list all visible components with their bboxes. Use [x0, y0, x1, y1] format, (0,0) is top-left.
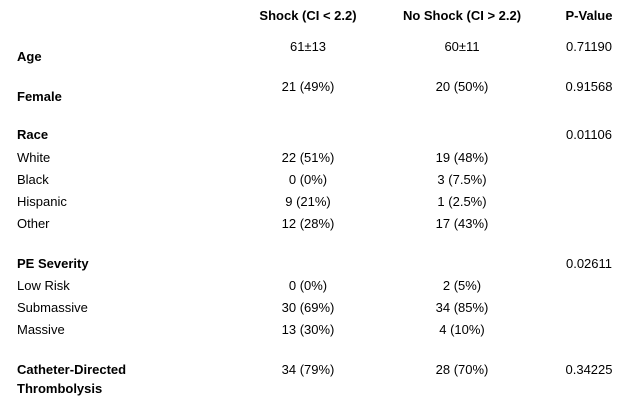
- cell-cdt-p: 0.34225: [565, 362, 613, 377]
- section-label-race: Race: [17, 127, 49, 142]
- cell-age-no-shock: 60±11: [444, 39, 480, 54]
- cell-black-shock: 0 (0%): [288, 172, 328, 187]
- cell-hispanic-no-shock: 1 (2.5%): [437, 194, 487, 209]
- header-p-value: P-Value: [565, 8, 613, 23]
- row-label-cdt-line2: Thrombolysis: [17, 381, 103, 396]
- header-no-shock: No Shock (CI > 2.2): [402, 8, 522, 23]
- cell-massive-no-shock: 4 (10%): [439, 322, 485, 337]
- cell-black-no-shock: 3 (7.5%): [437, 172, 487, 187]
- cell-female-p: 0.91568: [565, 79, 613, 94]
- cell-low-risk-no-shock: 2 (5%): [442, 278, 482, 293]
- cell-submassive-no-shock: 34 (85%): [435, 300, 489, 315]
- cell-cdt-shock: 34 (79%): [281, 362, 335, 377]
- cell-submassive-shock: 30 (69%): [281, 300, 335, 315]
- cell-other-no-shock: 17 (43%): [435, 216, 489, 231]
- cell-other-shock: 12 (28%): [281, 216, 335, 231]
- cell-low-risk-shock: 0 (0%): [288, 278, 328, 293]
- row-label-cdt-line1: Catheter-Directed: [17, 362, 127, 377]
- cell-race-p: 0.01106: [565, 127, 613, 142]
- row-label-hispanic: Hispanic: [17, 194, 67, 209]
- header-shock: Shock (CI < 2.2): [259, 8, 357, 23]
- row-label-black: Black: [17, 172, 49, 187]
- cell-age-shock: 61±13: [289, 39, 327, 54]
- row-label-low-risk: Low Risk: [17, 278, 70, 293]
- cell-white-shock: 22 (51%): [281, 150, 335, 165]
- row-label-submassive: Submassive: [17, 300, 88, 315]
- cell-pe-severity-p: 0.02611: [565, 256, 613, 271]
- cell-female-shock: 21 (49%): [281, 79, 335, 94]
- cell-cdt-no-shock: 28 (70%): [435, 362, 489, 377]
- cell-age-p: 0.71190: [565, 39, 613, 54]
- row-label-age: Age: [17, 49, 42, 64]
- row-label-female: Female: [17, 89, 62, 104]
- cell-white-no-shock: 19 (48%): [435, 150, 489, 165]
- cell-hispanic-shock: 9 (21%): [285, 194, 331, 209]
- row-label-other: Other: [17, 216, 50, 231]
- cell-massive-shock: 13 (30%): [281, 322, 335, 337]
- row-label-massive: Massive: [17, 322, 65, 337]
- cell-female-no-shock: 20 (50%): [435, 79, 489, 94]
- section-label-pe-severity: PE Severity: [17, 256, 89, 271]
- row-label-white: White: [17, 150, 51, 165]
